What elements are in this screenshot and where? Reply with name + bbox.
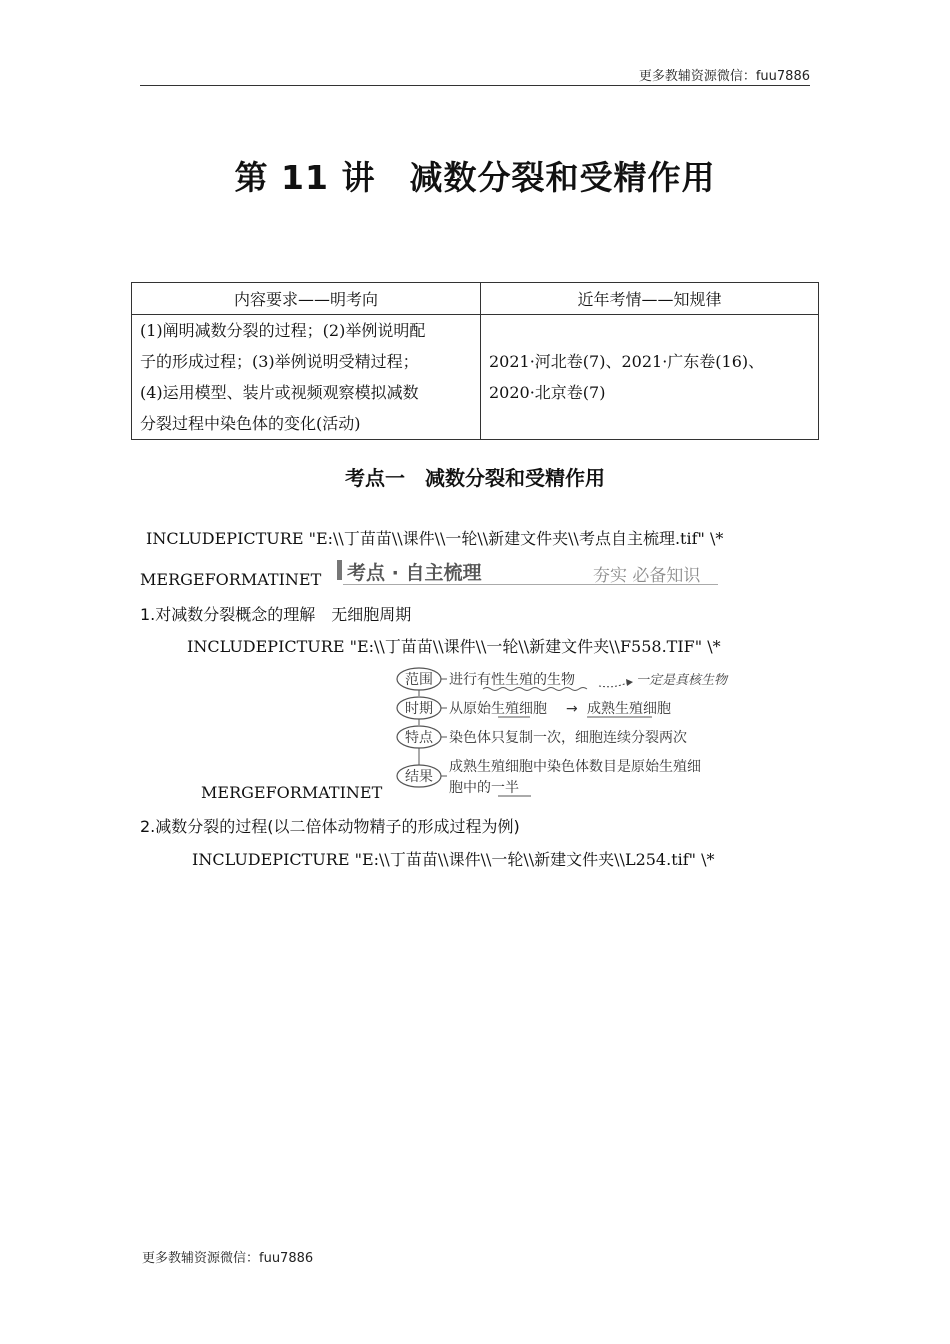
page-title: 第 11 讲 减数分裂和受精作用	[234, 158, 716, 197]
tag-scope: 范围	[405, 672, 433, 688]
banner-bar	[337, 560, 342, 580]
content-line: (4)运用模型、装片或视频观察模拟减数	[140, 383, 419, 402]
header-rule	[140, 85, 810, 86]
include-field-code: INCLUDEPICTURE "E:\\丁苗苗\\课件\\一轮\\新建文件夹\\考点自主梳理.tif" \*	[146, 529, 724, 548]
content-line: (1)阐明减数分裂的过程；(2)举例说明配	[140, 321, 426, 340]
table-row	[132, 315, 819, 440]
exam-line: 2021·河北卷(7)、2021·广东卷(16)、	[489, 352, 765, 371]
scope-note: 一定是真核生物	[636, 673, 728, 688]
table-cell-content	[132, 315, 481, 440]
include-field-code: INCLUDEPICTURE "E:\\丁苗苗\\课件\\一轮\\新建文件夹\\L254.tif" \*	[192, 850, 715, 869]
dotted-arrow	[599, 682, 630, 687]
table-header-row	[132, 283, 819, 315]
tag-period: 时期	[405, 701, 433, 717]
table-cell-exam	[481, 315, 819, 440]
section-title: 考点一 减数分裂和受精作用	[345, 466, 605, 490]
merge-format-code: MERGEFORMATINET	[201, 783, 383, 802]
result-text-line1: 成熟生殖细胞中染色体数目是原始生殖细	[449, 759, 701, 775]
period-text-a: 从原始生殖细胞	[449, 701, 547, 717]
section-banner	[335, 557, 718, 585]
scope-text: 进行有性生殖的生物	[449, 672, 575, 688]
footer-text: 更多教辅资源微信：fuu7886	[142, 1251, 314, 1266]
exam-line: 2020·北京卷(7)	[489, 383, 606, 402]
tag-feature: 特点	[405, 730, 433, 746]
banner-label: 考点 · 自主梳理	[347, 562, 482, 584]
period-text-b: 成熟生殖细胞	[587, 701, 671, 717]
item-heading-1: 1.对减数分裂概念的理解 无细胞周期	[140, 605, 412, 624]
banner-rule	[343, 584, 718, 585]
period-arrow: →	[566, 701, 578, 717]
tag-result: 结果	[405, 769, 433, 785]
banner-subtitle: 夯实 必备知识	[593, 566, 701, 586]
feature-text: 染色体只复制一次，细胞连续分裂两次	[449, 730, 687, 746]
header-text: 更多教辅资源微信：fuu7886	[638, 69, 810, 84]
table-header-exam: 近年考情——知规律	[481, 283, 819, 315]
item-heading-2: 2.减数分裂的过程(以二倍体动物精子的形成过程为例)	[140, 817, 520, 836]
table-header-content: 内容要求——明考向	[132, 283, 481, 315]
merge-format-code: MERGEFORMATINET	[140, 570, 322, 589]
requirements-table	[131, 282, 819, 440]
include-field-code: INCLUDEPICTURE "E:\\丁苗苗\\课件\\一轮\\新建文件夹\\F558.TIF" \*	[187, 637, 721, 656]
content-line: 分裂过程中染色体的变化(活动)	[140, 414, 361, 433]
content-line: 子的形成过程；(3)举例说明受精过程；	[140, 352, 419, 371]
result-text-line2: 胞中的一半	[449, 780, 519, 796]
arrow-head	[626, 679, 633, 686]
meiosis-concept-diagram	[390, 662, 760, 802]
